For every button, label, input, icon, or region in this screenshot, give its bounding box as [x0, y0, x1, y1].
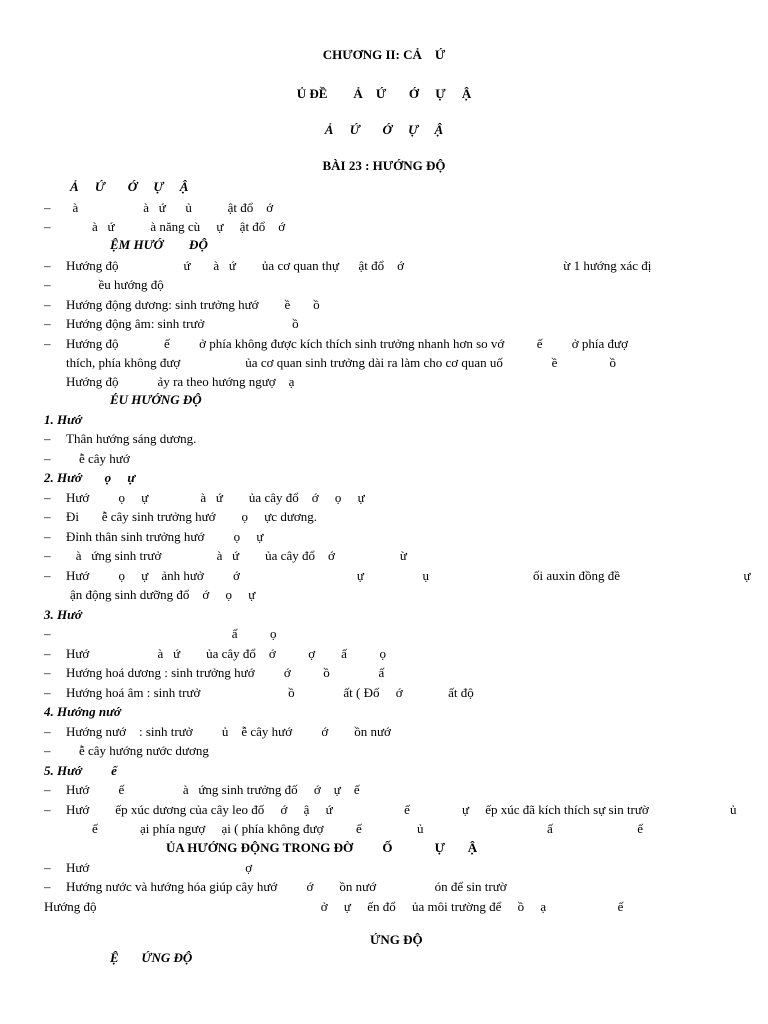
section-heading: ỆM HƯỚ ĐỘ: [110, 237, 208, 252]
text-line: à à ứ ủ ật đổ ớ: [66, 200, 274, 215]
bullet-dash: –: [44, 802, 51, 817]
text-line: Hướ ợ: [66, 860, 253, 875]
text-line: Hướ à ứ ủa cây đổ ớ ợ ấ ọ: [66, 646, 386, 661]
section-heading: 5. Hướ ế: [44, 763, 117, 778]
bullet-dash: –: [44, 626, 51, 641]
text-line: thích, phía không đượ ủa cơ quan sinh trưởng dài ra làm cho cơ quan uố ề ồ: [66, 355, 616, 370]
bullet-dash: –: [44, 509, 51, 524]
section-heading: Ả Ứ Ớ Ự Ậ: [70, 179, 189, 194]
bullet-dash: –: [44, 316, 51, 331]
text-line: Hướng độ ế ở phía không được kích thích sinh trưởng nhanh hơn so vớ ế ở phía đượ: [66, 336, 628, 351]
text-line: ấ ọ: [66, 626, 277, 641]
bullet-dash: –: [44, 219, 51, 234]
text-line: ễ cây hướng nước dương: [66, 743, 209, 758]
text-line: Hướng độ ứ à ứ ủa cơ quan thự ật đổ ớ ừ 1 hướng xác đị: [66, 258, 652, 273]
heading-line: Ủ ĐỀ Ả Ứ Ớ Ự Ậ: [296, 86, 472, 101]
section-heading: ÉU HƯỚNG ĐỘ: [110, 392, 202, 407]
text-line: Hướ ọ ự à ứ ủa cây đổ ớ ọ ự: [66, 490, 365, 505]
text-line: Hướ ếp xúc dương của cây leo đố ớ ậ ứ ế ự ếp xúc đã kích thích sự sin trườ ủ: [66, 802, 737, 817]
text-line: Hướng hoá âm : sinh trưở ồ ất ( Đố ớ ất độ: [66, 685, 474, 700]
section-heading: ỨNG ĐỘ: [370, 932, 423, 947]
text-line: Hướ ế à ứng sinh trưởng đố ớ ự ế: [66, 782, 360, 797]
section-heading: 3. Hướ: [44, 607, 82, 622]
section-heading: 4. Hướng nướ: [44, 704, 121, 719]
bullet-dash: –: [44, 685, 51, 700]
section-heading: 2. Hướ ọ ự: [44, 470, 136, 485]
bullet-dash: –: [44, 782, 51, 797]
bullet-dash: –: [44, 879, 51, 894]
bullet-dash: –: [44, 451, 51, 466]
text-line: Hướng động dương: sinh trưởng hướ ề ồ: [66, 297, 320, 312]
text-line: Thân hướng sáng dương.: [66, 431, 197, 446]
text-line: Hướng độ ảy ra theo hướng ngượ ạ: [66, 374, 295, 389]
text-line: ều hướng độ: [66, 277, 164, 292]
text-line: à ứng sinh trưở à ứ ủa cây đổ ớ ừ: [66, 548, 407, 563]
bullet-dash: –: [44, 277, 51, 292]
section-heading: 1. Hướ: [44, 412, 82, 427]
bullet-dash: –: [44, 646, 51, 661]
text-line: Hướng nước và hướng hóa giúp cây hướ ớ ồn nướ ón để sin trườ: [66, 879, 507, 894]
bullet-dash: –: [44, 860, 51, 875]
bullet-dash: –: [44, 548, 51, 563]
bullet-dash: –: [44, 529, 51, 544]
section-heading: Ệ ỨNG ĐỘ: [110, 950, 193, 965]
text-line: Hướ ọ ự ảnh hưở ớ ự ụ ối auxin đồng đề ự: [66, 568, 751, 583]
bullet-dash: –: [44, 336, 51, 351]
text-line: Đi ễ cây sinh trưởng hướ ọ ực dương.: [66, 509, 317, 524]
heading-line: Ả Ứ Ớ Ự Ậ: [324, 122, 444, 137]
text-line: ế ại phía ngượ ại ( phía không đượ ế ủ ấ ế: [92, 821, 644, 836]
bullet-dash: –: [44, 431, 51, 446]
text-line: Hướng động âm: sinh trưở ồ: [66, 316, 299, 331]
bullet-dash: –: [44, 665, 51, 680]
bullet-dash: –: [44, 743, 51, 758]
heading-line: BÀI 23 : HƯỚNG ĐỘ: [322, 158, 446, 173]
bullet-dash: –: [44, 490, 51, 505]
bullet-dash: –: [44, 568, 51, 583]
section-heading: ỦA HƯỚNG ĐỘNG TRONG ĐỜ Ố Ự Ậ: [166, 840, 478, 855]
text-line: Đỉnh thân sinh trưởng hướ ọ ự: [66, 529, 264, 544]
text-line: ễ cây hướ: [66, 451, 130, 466]
bullet-dash: –: [44, 200, 51, 215]
text-line: à ứ à năng cù ự ật đổ ớ: [66, 219, 286, 234]
text-line: ận động sinh dưỡng đổ ớ ọ ự: [70, 587, 256, 602]
text-line: Hướng nướ : sinh trưở ủ ễ cây hướ ớ ồn nướ: [66, 724, 391, 739]
text-line: Hướng độ ở ự ến đổ ủa môi trường để ồ ạ ế: [44, 899, 624, 914]
text-line: Hướng hoá dương : sinh trưởng hướ ớ ồ ấ: [66, 665, 385, 680]
bullet-dash: –: [44, 258, 51, 273]
bullet-dash: –: [44, 297, 51, 312]
bullet-dash: –: [44, 724, 51, 739]
heading-line: CHƯƠNG II: CẢ Ứ: [322, 47, 446, 62]
